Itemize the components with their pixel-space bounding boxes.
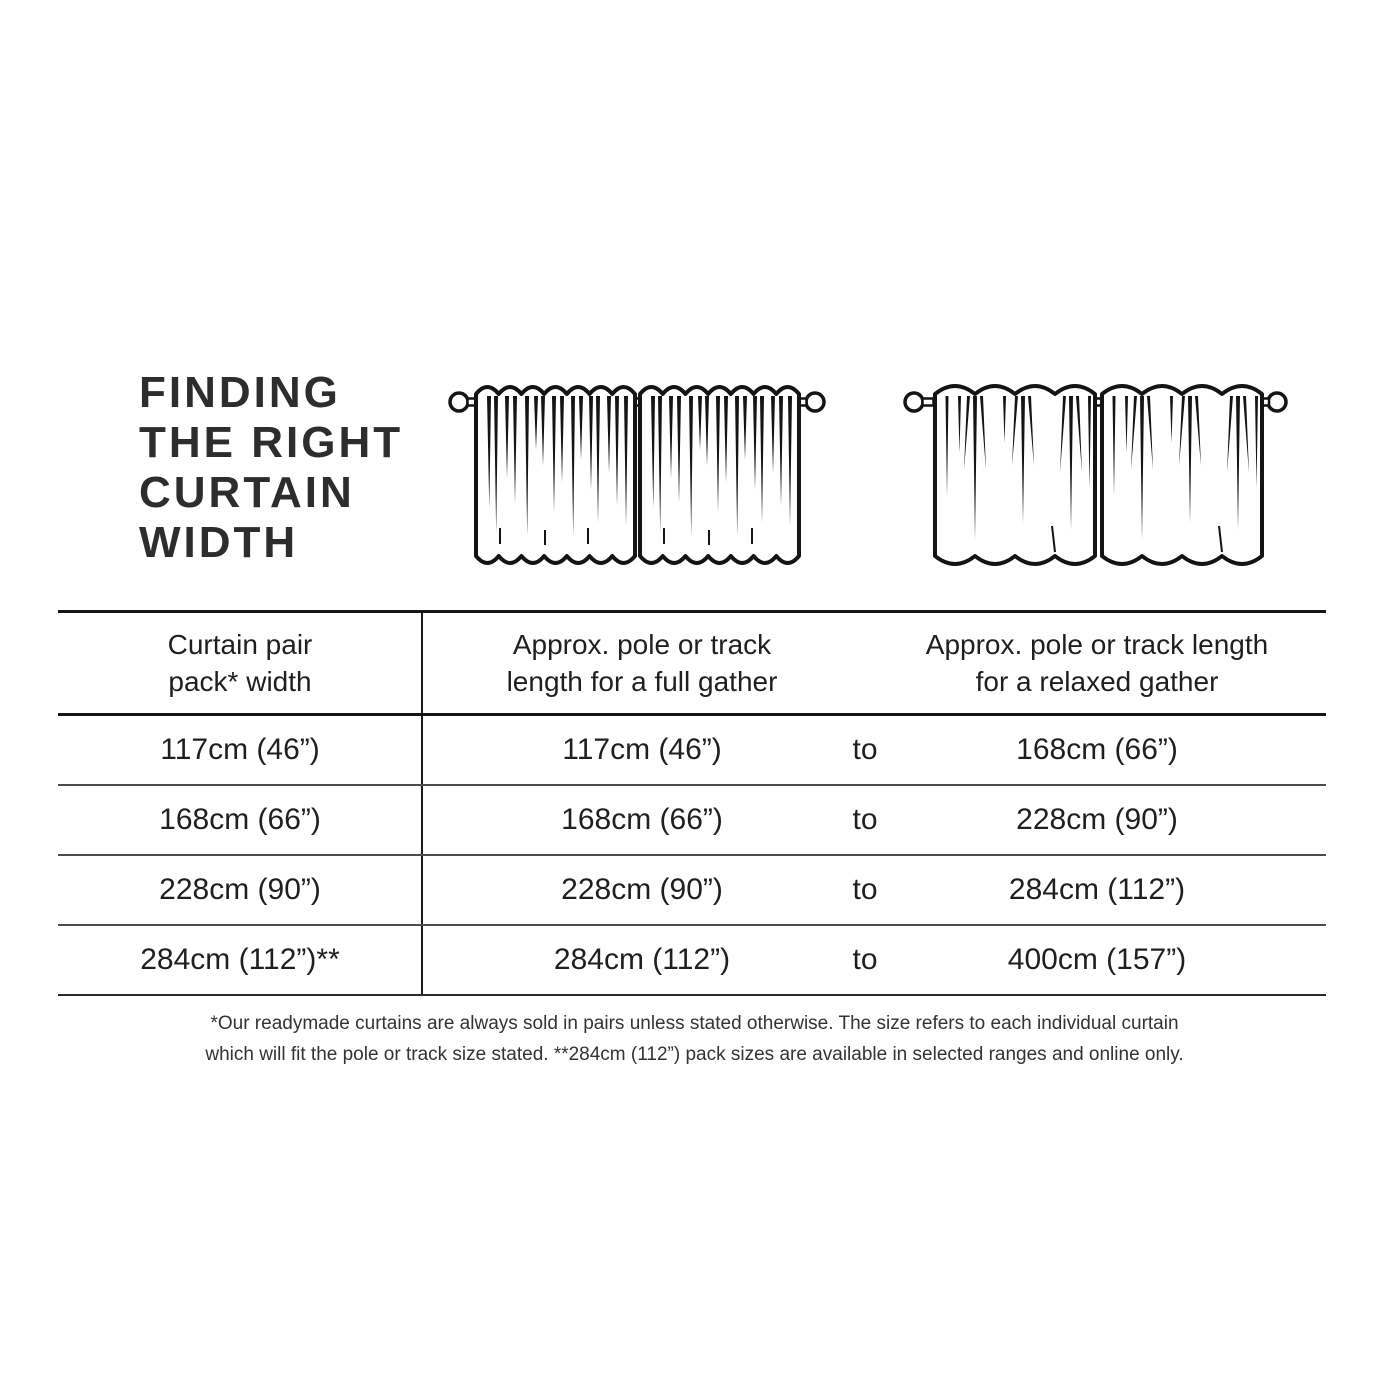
full-gather-value: 168cm (66”) (561, 803, 723, 836)
page-title-line: FINDING (139, 368, 341, 417)
page-title-line: WIDTH (139, 518, 299, 567)
curtain-panel (476, 387, 635, 563)
pack-width-value: 228cm (90”) (159, 873, 321, 906)
table-row (58, 856, 1326, 926)
footnote (0, 1008, 1389, 1070)
table-row (58, 716, 1326, 786)
page-title-line: CURTAIN (139, 468, 355, 517)
relaxed-gather-value: 284cm (112”) (1008, 873, 1186, 906)
full-gather-value: 228cm (90”) (561, 873, 723, 906)
curtain-panel (1102, 386, 1262, 564)
relaxed-gather-value: 168cm (66”) (1016, 733, 1178, 766)
footnote-line: which will fit the pole or track size stated. **284cm (112”) pack sizes are available in selected ranges and online only. (205, 1044, 1184, 1065)
table-row (58, 926, 1326, 996)
relaxed-gather-value: 400cm (157”) (1007, 943, 1187, 976)
range-connector: to (852, 873, 878, 906)
footnote-line: *Our readymade curtains are always sold in pairs unless stated otherwise. The size refers to each individual curtain (210, 1013, 1179, 1034)
header-full-gather: Approx. pole or track length for a full gather (506, 629, 778, 697)
full-gather-value: 117cm (46”) (562, 733, 722, 766)
curtain-size-table (58, 610, 1326, 996)
table-row (58, 786, 1326, 856)
header-pack-width: Curtain pair pack* width (167, 629, 313, 697)
relaxed-gather-value: 228cm (90”) (1016, 803, 1178, 836)
curtain-panel (640, 387, 799, 563)
curtain-panel (935, 386, 1095, 564)
header-relaxed-gather: Approx. pole or track length for a relaxed gather (925, 629, 1269, 697)
pack-width-value: 284cm (112”)** (140, 943, 340, 976)
full-gather-value: 284cm (112”) (553, 943, 731, 976)
pack-width-value: 117cm (46”) (160, 733, 320, 766)
range-connector: to (852, 733, 878, 766)
pack-width-value: 168cm (66”) (159, 803, 321, 836)
table-header-row (58, 613, 1326, 716)
curtains-relaxed-gather-icon (903, 378, 1288, 570)
range-connector: to (852, 943, 878, 976)
curtains-full-gather-icon (448, 378, 826, 570)
page-title-line: THE RIGHT (139, 418, 404, 467)
range-connector: to (852, 803, 878, 836)
page-title (139, 368, 403, 568)
